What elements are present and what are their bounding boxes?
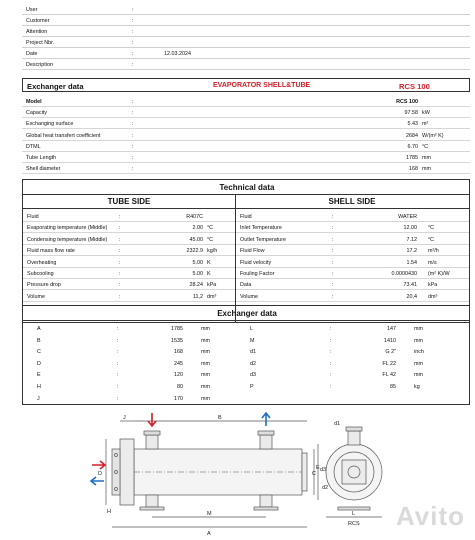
- dim-value: 1410: [384, 337, 396, 344]
- dim-colon: :: [330, 349, 332, 356]
- row-colon: :: [332, 225, 334, 232]
- dim-label: D: [37, 360, 41, 367]
- row-unit: m/s: [428, 259, 437, 266]
- meta-row: [22, 26, 470, 37]
- row-value: 17.2: [406, 248, 417, 255]
- row-unit: (m² K)/W: [428, 271, 450, 277]
- row-value: R407C: [186, 214, 203, 220]
- dim-unit: mm: [201, 349, 210, 356]
- dim-colon: :: [117, 384, 119, 390]
- row-value: 12.00: [403, 225, 417, 232]
- row-label: Shell diameter: [26, 166, 61, 173]
- tube-row: [23, 234, 235, 245]
- dimension-row: [23, 346, 246, 357]
- label-b: B: [218, 415, 222, 421]
- label-j: J: [123, 415, 126, 421]
- row-value: 73.41: [403, 282, 417, 289]
- tube-row: [23, 279, 235, 290]
- row-unit: °C: [422, 143, 429, 150]
- meta-colon: :: [132, 29, 134, 35]
- dim-value: G 2": [385, 349, 396, 356]
- dimension-row: [23, 358, 246, 369]
- dim-unit: inch: [414, 349, 424, 356]
- dim-label: d3: [250, 372, 256, 379]
- refrigerant-outlet-arrow: [92, 461, 105, 469]
- meta-colon: :: [132, 7, 134, 13]
- row-value: 2.00: [192, 225, 203, 232]
- exchanger-row: [22, 107, 470, 118]
- row-label: Fluid mass flow rate: [27, 248, 75, 255]
- dim-colon: :: [330, 360, 332, 367]
- dim-colon: :: [330, 337, 332, 344]
- row-colon: :: [332, 236, 334, 243]
- dim-unit: mm: [414, 360, 423, 367]
- label-m: M: [207, 511, 212, 517]
- dim-unit: mm: [414, 372, 423, 379]
- dim-unit: mm: [201, 360, 210, 367]
- shell-row: [236, 245, 469, 256]
- row-unit: kPa: [207, 282, 217, 289]
- row-unit: W/(m² K): [422, 132, 444, 139]
- row-value: 0.0000430: [391, 271, 417, 277]
- row-value: 7.12: [406, 236, 417, 243]
- dimensions-box: [22, 305, 470, 405]
- shell-row: [236, 257, 469, 268]
- dimension-row: [23, 393, 246, 404]
- shell-row: [236, 268, 469, 279]
- dim-label: d2: [250, 360, 256, 367]
- row-colon: :: [132, 110, 134, 117]
- row-colon: :: [119, 248, 121, 255]
- row-label: DTML: [26, 143, 41, 150]
- meta-row: [22, 15, 470, 26]
- row-unit: °C: [428, 236, 435, 243]
- dim-colon: :: [117, 349, 119, 356]
- dimension-row: [236, 346, 469, 357]
- row-label: Condensing temperature (Middle): [27, 236, 108, 243]
- row-colon: :: [119, 259, 121, 266]
- meta-label: Attention: [26, 29, 48, 35]
- row-colon: :: [119, 225, 121, 232]
- dim-label: B: [37, 337, 41, 344]
- row-label: Overheating: [27, 259, 57, 266]
- meta-colon: :: [132, 40, 134, 46]
- dim-unit: mm: [201, 384, 210, 390]
- dim-colon: :: [330, 326, 332, 332]
- dim-colon: :: [117, 326, 119, 332]
- dim-colon: :: [117, 337, 119, 344]
- shell-side-title: SHELL SIDE: [328, 197, 376, 206]
- dimension-row: [236, 323, 469, 334]
- dim-value: 168: [174, 349, 183, 356]
- shell-row: [236, 211, 469, 222]
- tube-row: [23, 257, 235, 268]
- dim-label: P: [250, 384, 254, 390]
- row-label: Outlet Temperature: [240, 236, 287, 243]
- row-value: 5.00: [192, 259, 203, 266]
- dim-unit: mm: [201, 326, 210, 332]
- label-c: C: [312, 471, 316, 477]
- dim-value: 147: [387, 326, 396, 332]
- dim-label: A: [37, 326, 41, 332]
- row-unit: dm³: [207, 293, 217, 300]
- dim-colon: :: [330, 384, 332, 390]
- head-flange: [120, 439, 134, 505]
- exchanger-model-code: RCS 100: [399, 82, 430, 91]
- row-label: Global heat transfert coefficient: [26, 132, 101, 139]
- label-rcs: RCS: [348, 521, 360, 527]
- exchanger-row: [22, 118, 470, 129]
- row-colon: :: [332, 271, 334, 277]
- row-value: 97.58: [404, 110, 418, 117]
- tube-row: [23, 268, 235, 279]
- row-value: 1.54: [406, 259, 417, 266]
- label-d3: d3: [320, 467, 327, 473]
- row-value: 28.24: [189, 282, 203, 289]
- avito-watermark: Avito: [395, 501, 465, 531]
- row-unit: K: [207, 271, 211, 277]
- row-value: WATER: [398, 214, 417, 220]
- datasheet: [22, 4, 470, 540]
- row-unit: m³/h: [428, 248, 439, 255]
- dim-label: J: [37, 395, 40, 402]
- dim-label: d1: [250, 349, 256, 356]
- meta-row: [22, 4, 470, 15]
- row-unit: dm³: [428, 293, 438, 300]
- row-colon: :: [332, 282, 334, 289]
- dim-value: 1535: [171, 337, 183, 344]
- row-label: Volume: [27, 293, 45, 300]
- row-colon: :: [332, 259, 334, 266]
- meta-row: [22, 37, 470, 48]
- row-colon: :: [119, 271, 121, 277]
- row-label: Fluid Flow: [240, 248, 265, 255]
- label-e: E: [316, 465, 320, 471]
- meta-colon: :: [132, 18, 134, 24]
- row-label: Volume: [240, 293, 258, 300]
- technical-box: [22, 179, 470, 323]
- shell-row: [236, 222, 469, 233]
- dim-label: E: [37, 372, 41, 379]
- row-colon: :: [119, 293, 121, 300]
- exchanger-row: [22, 141, 470, 152]
- dimension-row: [236, 381, 469, 392]
- meta-row: [22, 59, 470, 70]
- dim-value: FL 22: [382, 360, 396, 367]
- dimension-row: [23, 369, 246, 380]
- label-a: A: [207, 531, 211, 537]
- row-colon: :: [132, 132, 134, 139]
- row-label: Model: [26, 99, 42, 105]
- meta-label: Date: [26, 51, 38, 57]
- row-colon: :: [332, 214, 334, 220]
- row-value: 2322.9: [186, 248, 203, 255]
- row-label: Inlet Temperature: [240, 225, 282, 232]
- meta-label: User: [26, 7, 38, 13]
- water-inlet-arrow: [148, 413, 156, 426]
- row-value: 6.70: [407, 143, 418, 150]
- row-value: 45.00: [189, 236, 203, 243]
- row-label: Subcooling: [27, 271, 54, 277]
- row-value: 1785: [406, 155, 418, 161]
- meta-label: Customer: [26, 18, 50, 24]
- shell-row: [236, 279, 469, 290]
- row-colon: :: [119, 214, 121, 220]
- dim-unit: kg: [414, 384, 420, 390]
- row-colon: :: [119, 236, 121, 243]
- dim-value: 170: [174, 395, 183, 402]
- shell-row: [236, 291, 469, 302]
- dim-label: M: [250, 337, 255, 344]
- meta-row: [22, 48, 470, 59]
- row-value: 168: [409, 166, 418, 173]
- exchanger-row: [22, 163, 470, 174]
- row-unit: mm: [422, 166, 431, 173]
- dimension-row: [23, 381, 246, 392]
- row-colon: :: [132, 143, 134, 150]
- dim-colon: :: [117, 360, 119, 367]
- row-value: 20,4: [406, 293, 417, 300]
- tube-row: [23, 222, 235, 233]
- row-colon: :: [332, 293, 334, 300]
- dim-unit: mm: [201, 395, 210, 402]
- label-h: H: [107, 509, 111, 515]
- dim-value: 85: [390, 384, 396, 390]
- row-unit: °C: [207, 225, 214, 232]
- dimension-row: [23, 335, 246, 346]
- meta-label: Description: [26, 62, 53, 68]
- row-unit: °C: [428, 225, 435, 232]
- water-outlet-arrow: [262, 413, 270, 426]
- row-label: Capacity: [26, 110, 47, 117]
- dim-unit: mm: [201, 372, 210, 379]
- row-unit: K: [207, 259, 211, 266]
- dim-value: 245: [174, 360, 183, 367]
- row-label: Fluid: [27, 214, 39, 220]
- label-d: D: [98, 471, 102, 477]
- row-unit: kW: [422, 110, 430, 117]
- dim-colon: :: [330, 372, 332, 379]
- meta-colon: :: [132, 51, 134, 57]
- row-unit: kPa: [428, 282, 438, 289]
- tube-row: [23, 245, 235, 256]
- meta-label: Project Nbr.: [26, 40, 55, 46]
- dimension-row: [236, 335, 469, 346]
- row-colon: :: [132, 155, 134, 161]
- shell-row: [236, 234, 469, 245]
- dimensions-title: Exchanger data: [217, 309, 277, 318]
- row-value: 5.00: [192, 271, 203, 277]
- dimension-row: [236, 369, 469, 380]
- label-d1: d1: [334, 421, 341, 427]
- dim-label: L: [250, 326, 253, 332]
- row-colon: :: [132, 121, 134, 128]
- dim-value: FL 42: [382, 372, 396, 379]
- row-colon: :: [132, 166, 134, 173]
- row-label: Data: [240, 282, 252, 289]
- exchanger-title: Exchanger data: [27, 82, 84, 91]
- exchanger-row: [22, 96, 470, 107]
- dim-value: 1785: [171, 326, 183, 332]
- dimension-row: [23, 323, 246, 334]
- exchanger-row: [22, 152, 470, 163]
- exchanger-header: [22, 78, 470, 92]
- row-colon: :: [132, 99, 134, 105]
- row-unit: mm: [422, 155, 431, 161]
- row-value: 11,2: [192, 293, 203, 300]
- row-label: Fluid: [240, 214, 252, 220]
- dim-label: C: [37, 349, 41, 356]
- row-unit: °C: [207, 236, 214, 243]
- row-label: Tube Length: [26, 155, 57, 161]
- row-value: 2684: [406, 132, 418, 139]
- dim-colon: :: [117, 395, 119, 402]
- refrigerant-inlet-arrow: [91, 477, 104, 485]
- dim-label: H: [37, 384, 41, 390]
- row-label: Fouling Factor: [240, 271, 275, 277]
- meta-value: 12.03.2024: [164, 51, 191, 57]
- dim-unit: mm: [414, 337, 423, 344]
- dim-value: 120: [174, 372, 183, 379]
- label-d2: d2: [322, 485, 329, 491]
- row-unit: kg/h: [207, 248, 218, 255]
- row-label: Pressure drop: [27, 282, 61, 289]
- row-label: Evaporating temperature (Middle): [27, 225, 108, 232]
- row-colon: :: [119, 282, 121, 289]
- dim-value: 80: [177, 384, 183, 390]
- row-colon: :: [332, 248, 334, 255]
- row-label: Fluid velocity: [240, 259, 272, 266]
- row-unit: m²: [422, 121, 429, 128]
- label-l: L: [352, 511, 356, 517]
- dim-colon: :: [117, 372, 119, 379]
- meta-colon: :: [132, 62, 134, 68]
- exchanger-type: EVAPORATOR SHELL&TUBE: [213, 82, 311, 89]
- tube-row: [23, 211, 235, 222]
- tube-side-title: TUBE SIDE: [107, 197, 151, 206]
- dim-unit: mm: [201, 337, 210, 344]
- row-value: 5.43: [407, 121, 418, 128]
- row-label: Exchanging surface: [26, 121, 74, 128]
- tube-row: [23, 291, 235, 302]
- exchanger-row: [22, 130, 470, 141]
- dimension-row: [236, 358, 469, 369]
- row-value: RCS 100: [396, 99, 418, 105]
- dim-unit: mm: [414, 326, 423, 332]
- technical-title: Technical data: [219, 183, 275, 192]
